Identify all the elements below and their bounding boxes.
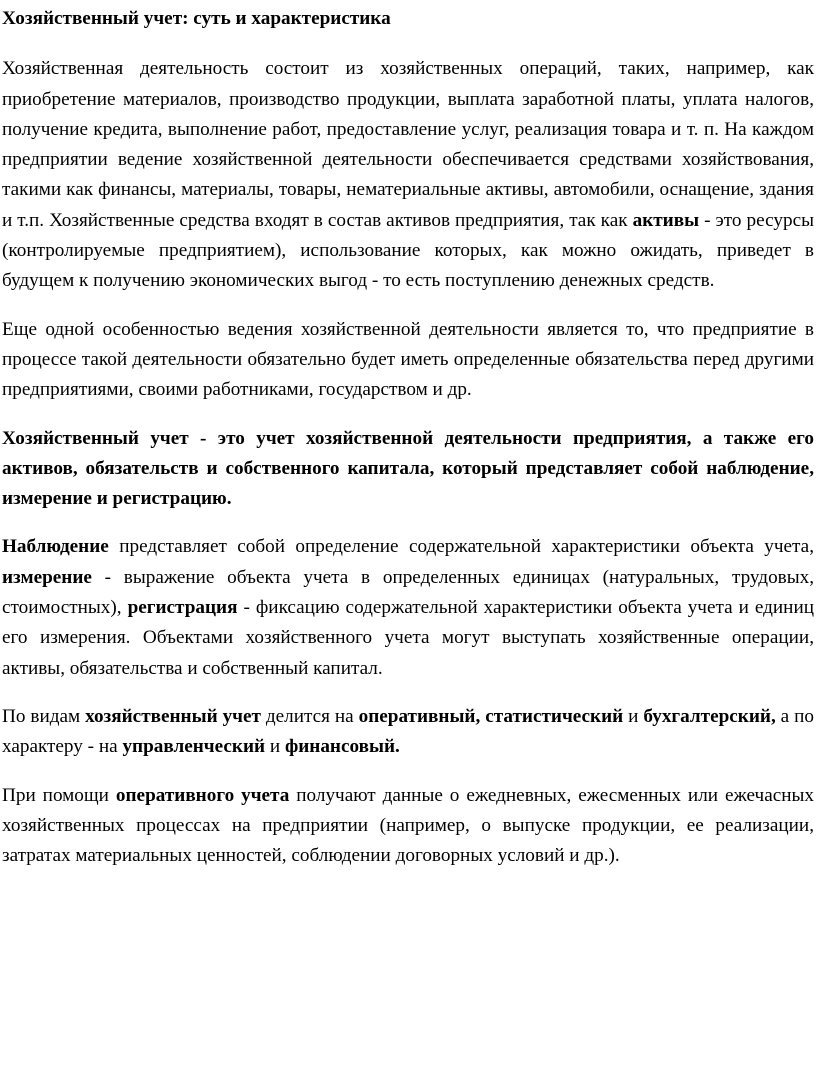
- paragraph-text: При помощи: [2, 784, 116, 806]
- term-measurement: измерение: [2, 566, 92, 588]
- paragraph-text: По видам: [2, 705, 86, 727]
- term-observation: Наблюдение: [2, 536, 109, 558]
- term-operational-statistical: оперативный, статистический: [358, 705, 624, 727]
- term-financial: финансовый.: [284, 736, 400, 758]
- paragraph-text: делится на: [260, 705, 359, 727]
- paragraph-text: - выражение объекта учета в определенных единицах (натуральных, трудовых, стоимостных),: [2, 566, 814, 619]
- term-operational-accounting: оперативного учета: [115, 784, 290, 806]
- term-economic-accounting: хозяйственный учет: [85, 705, 261, 727]
- definition-text: Хозяйственный учет - это учет хозяйственной деятельности предприятия, а также его активов, обязательств и собственного капитала, который представляет собой наблюдение, измерение и регистрацию.: [2, 427, 814, 510]
- paragraph-text: Хозяйственная деятельность состоит из хозяйственных операций, таких, например, как приобретение материалов, производство продукции, выплата заработной платы, уплата налогов, получение кредита, выполнение работ, предоставление услуг, реализация товара и т. п. На каждом предприятии ведение хозяйственной деятельности обеспечивается средствами хозяйствования, такими как финансы, материалы, товары, нематериальные активы, автомобили, оснащение, здания и т.п. Хозяйственные средства входят в состав активов предприятия, так как: [2, 58, 814, 231]
- term-managerial: управленческий: [122, 736, 266, 758]
- paragraph-economic-activity: [2, 54, 814, 296]
- paragraph-definition: [2, 424, 814, 515]
- term-registration: регистрация: [127, 597, 238, 619]
- paragraph-text: представляет собой определение содержательной характеристики объекта учета,: [108, 536, 814, 558]
- paragraph-text: а по характеру - на: [2, 705, 814, 758]
- term-assets: активы: [632, 209, 700, 231]
- paragraph-text: - это ресурсы (контролируемые предприятием), использование которых, как можно ожидать, приведет в будущем к получению экономических выгод - то есть поступлению денежных средств.: [2, 209, 814, 292]
- document-title: Хозяйственный учет: суть и характеристика: [2, 8, 391, 29]
- term-bookkeeping: бухгалтерский,: [643, 705, 776, 727]
- paragraph-text: и: [623, 705, 644, 727]
- paragraph-operational-accounting: [2, 781, 814, 872]
- paragraph-text: получают данные о ежедневных, ежесменных или ежечасных хозяйственных процессах на предприятии (например, о выпуске продукции, ее реализации, затратах материальных ценностей, соблюдении договорных условий и др.).: [2, 784, 814, 867]
- paragraph-text: и: [265, 736, 285, 758]
- paragraph-types: [2, 702, 814, 763]
- paragraph-text: - фиксацию содержательной характеристики объекта учета и единиц его измерения. Объектами хозяйственного учета могут выступать хозяйственные операции, активы, обязательства и собственный капитал.: [2, 597, 814, 679]
- paragraph-observation-measurement: [2, 532, 814, 683]
- paragraph-obligations: Еще одной особенностью ведения хозяйственной деятельности является то, что предприятие в процессе такой деятельности обязательно будет иметь определенные обязательства перед другими предприятиями, своими работниками, государством и др.: [2, 318, 814, 401]
